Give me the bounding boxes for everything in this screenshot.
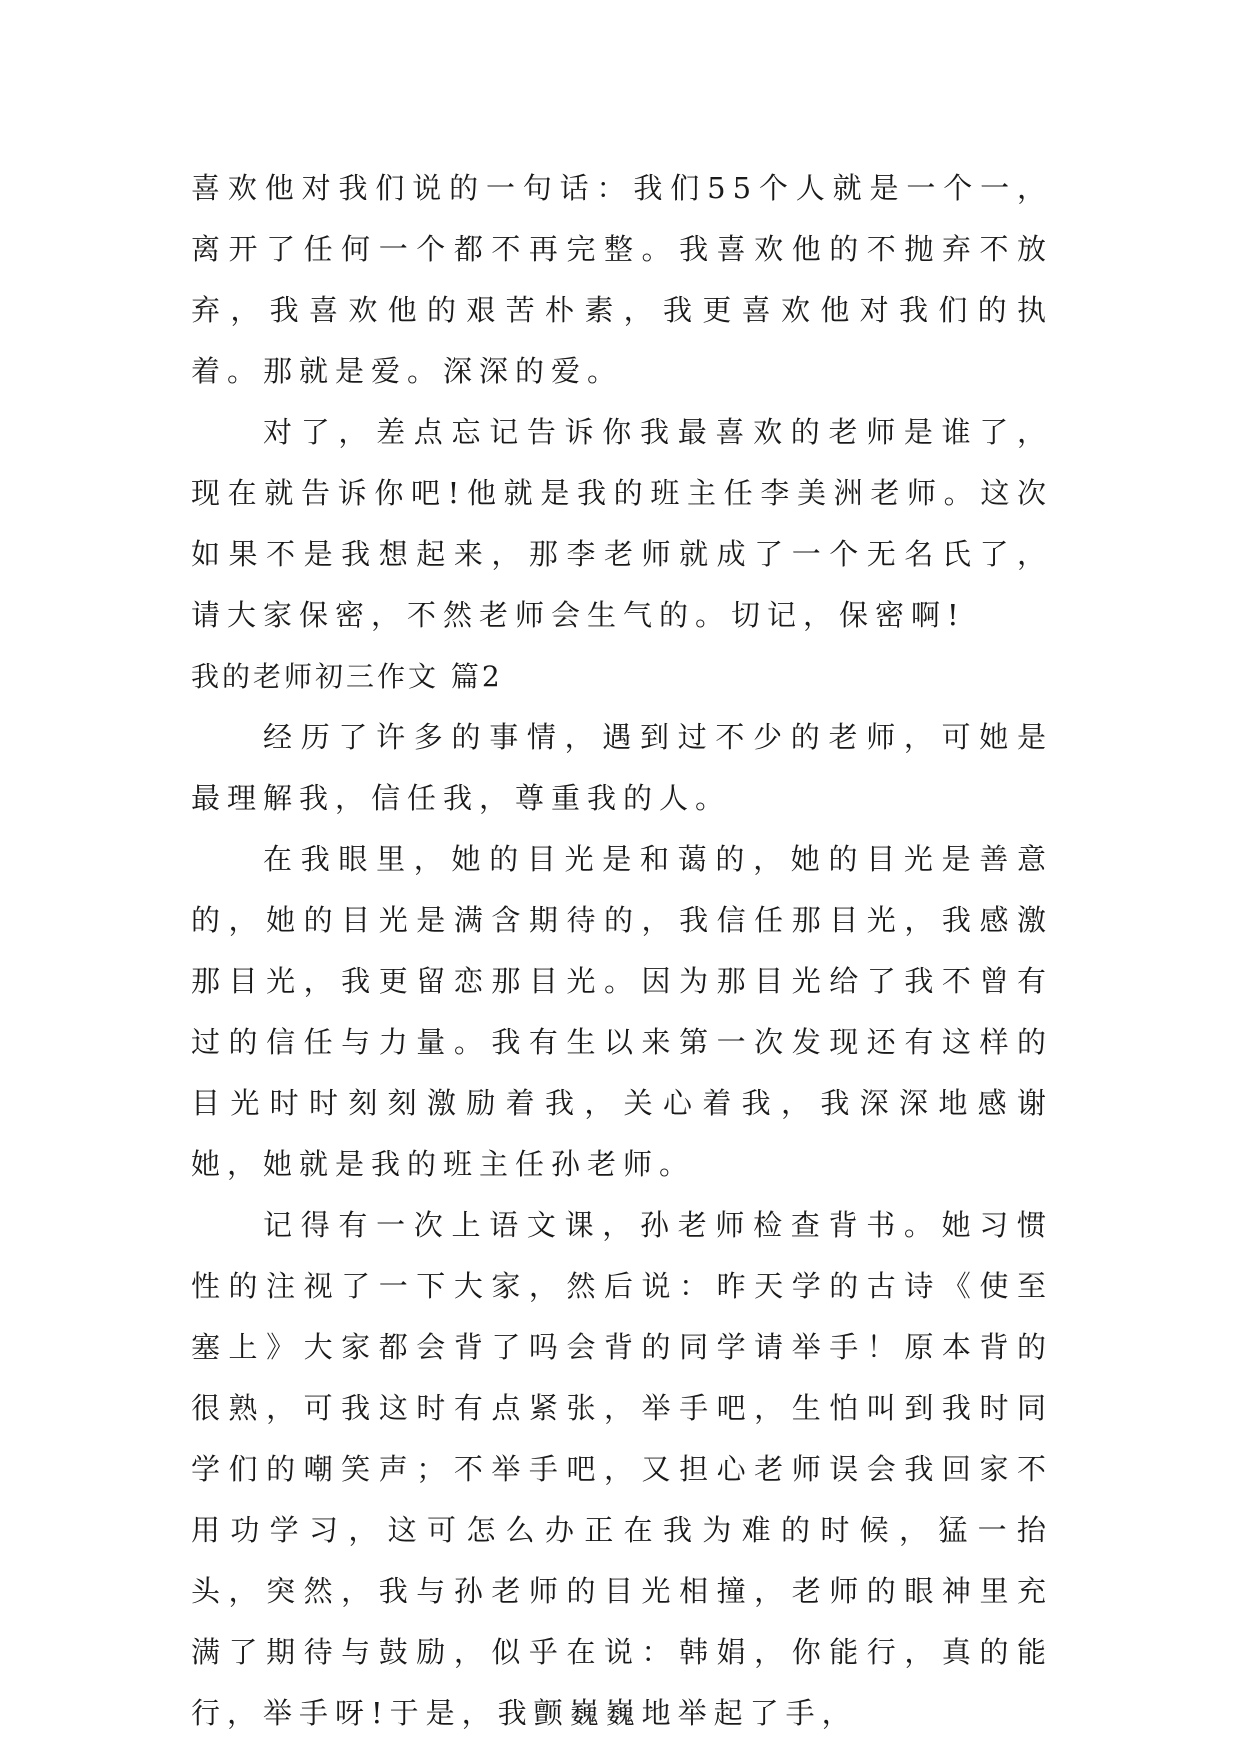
section-heading: 我的老师初三作文 篇2	[191, 660, 503, 693]
paragraph: 经历了许多的事情，遇到过不少的老师，可她是最理解我，信任我，尊重我的人。	[191, 720, 1053, 815]
paragraph: 记得有一次上语文课，孙老师检查背书。她习惯性的注视了一下大家，然后说：昨天学的古诗《使至塞上》大家都会背了吗会背的同学请举手！原本背的很熟，可我这时有点紧张，举手吧，生怕叫到我时同学们的嘲笑声；不举手吧，又担心老师误会我回家不用功学习，这可怎么办正在我为难的时候，猛一抬头，突然，我与孙老师的目光相撞，老师的眼神里充满了期待与鼓励，似乎在说：韩娟，你能行，真的能行，举手呀!于是，我颤巍巍地举起了手，	[191, 1208, 1053, 1730]
paragraph: 喜欢他对我们说的一句话：我们55个人就是一个一，离开了任何一个都不再完整。我喜欢他的不抛弃不放弃，我喜欢他的艰苦朴素，我更喜欢他对我们的执着。那就是爱。深深的爱。	[191, 171, 1053, 388]
document-body	[191, 158, 1053, 1744]
paragraph: 在我眼里，她的目光是和蔼的，她的目光是善意的，她的目光是满含期待的，我信任那目光，我感激那目光，我更留恋那目光。因为那目光给了我不曾有过的信任与力量。我有生以来第一次发现还有这样的目光时时刻刻激励着我，关心着我，我深深地感谢她，她就是我的班主任孙老师。	[191, 842, 1053, 1181]
paragraph: 对了，差点忘记告诉你我最喜欢的老师是谁了，现在就告诉你吧!他就是我的班主任李美洲老师。这次如果不是我想起来，那李老师就成了一个无名氏了，请大家保密，不然老师会生气的。切记，保密啊!	[191, 415, 1053, 632]
